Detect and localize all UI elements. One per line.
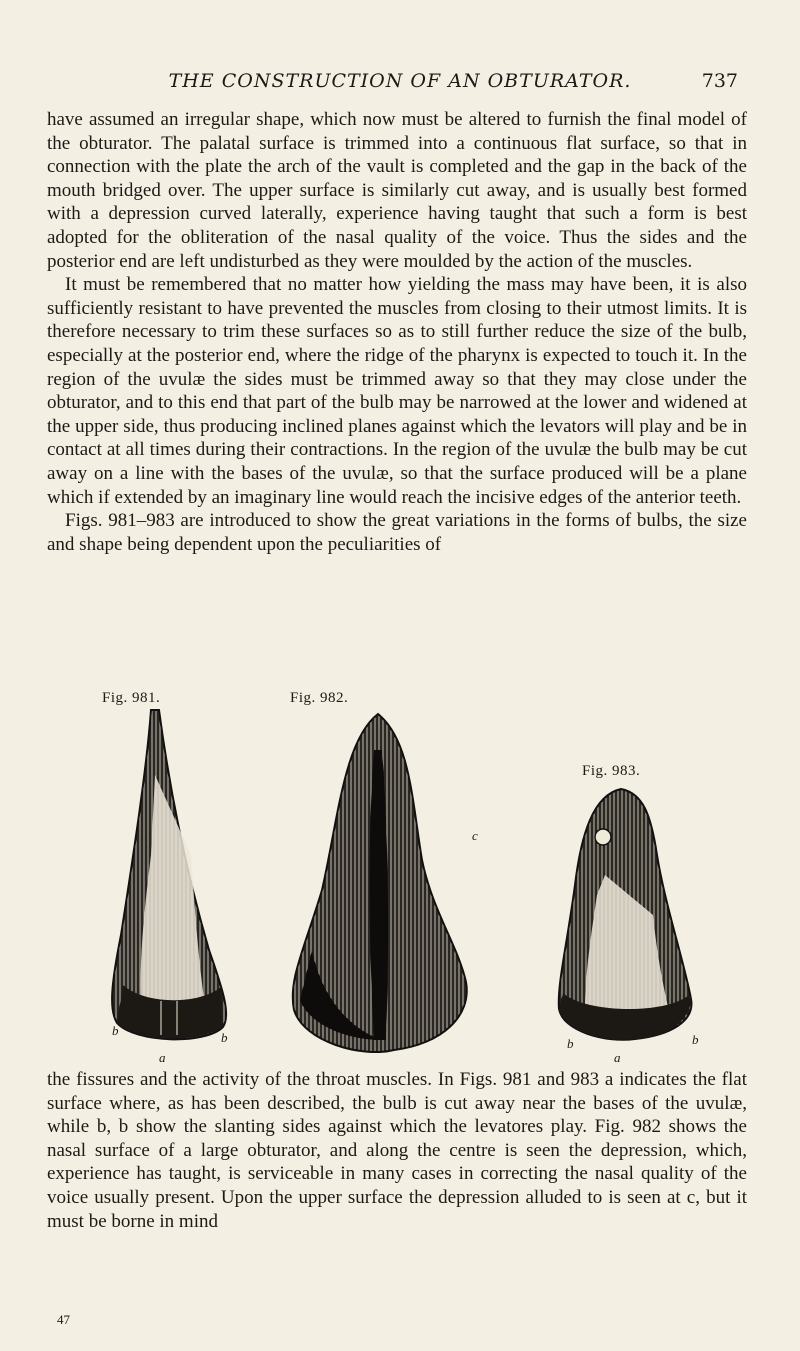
body-text-top [47, 108, 747, 556]
page-number: 737 [701, 70, 738, 92]
fig-983-letter-b-left: b [567, 1036, 574, 1051]
paragraph-2: It must be remembered that no matter how yielding the mass may have been, it is also sufficiently resistant to have prevented the muscles from closing to their utmost limits. It is therefore necessary to trim these surfaces so as to still further reduce the size of the bulb, especially at the posterior end, where the ridge of the pharynx is expected to touch it. In the region of the uvulæ the sides must be trimmed away so that they may close under the obturator, and to this end that part of the bulb may be narrowed at the lower and widened at the upper side, thus producing inclined planes against which the levators will play and be in contact at all times during their contractions. In the region of the uvulæ the bulb may be cut away on a line with the bases of the uvulæ, so that the surface produced will be a plane which if extended by an imaginary line would reach the incisive edges of the anterior teeth. [47, 274, 747, 508]
running-header [0, 70, 800, 100]
fig-981-letter-b-right: b [221, 1030, 228, 1045]
fig-981-label: Fig. 981. [102, 690, 161, 706]
signature-folio: 47 [57, 1312, 70, 1327]
fig-983-illustration [545, 785, 705, 1050]
fig-981-illustration [95, 705, 245, 1055]
fig-983-label: Fig. 983. [582, 763, 641, 779]
fig-983-letter-a: a [614, 1050, 621, 1065]
fig-983-letter-b-right: b [692, 1032, 699, 1047]
fig-982-illustration [282, 710, 482, 1060]
body-text-bottom [47, 1068, 747, 1233]
running-title: THE CONSTRUCTION OF AN OBTURATOR. [168, 70, 632, 92]
fig-981-letter-a: a [159, 1050, 166, 1065]
paragraph-1: have assumed an irregular shape, which now must be altered to furnish the final model of the obturator. The palatal surface is trimmed into a continuous flat surface, so that in connection with the plate the arch of the vault is completed and the gap in the back of the mouth bridged over. The upper surface is similarly cut away, and is usually best formed with a depression curved laterally, experience having taught that such a form is best adopted for the obliteration of the nasal quality of the voice. Thus the sides and the posterior end are left undisturbed as they were moulded by the action of the muscles. [47, 109, 747, 272]
paragraph-3: Figs. 981–983 are introduced to show the great variations in the forms of bulbs, the size and shape being dependent upon the peculiarities of [47, 510, 747, 555]
fig-982-label: Fig. 982. [290, 690, 349, 706]
paragraph-4: the fissures and the activity of the throat muscles. In Figs. 981 and 983 a indicates the flat surface where, as has been described, the bulb is cut away near the bases of the uvulæ, while b, b show the slanting sides against which the levatores play. Fig. 982 shows the nasal surface of a large obturator, and along the centre is seen the depression, which, experience has taught, is serviceable in many cases in correcting the nasal quality of the voice usually present. Upon the upper surface the depression alluded to is seen at c, but it must be borne in mind [47, 1069, 747, 1232]
fig-982-letter-c: c [472, 828, 478, 843]
fig-981-letter-b-left: b [112, 1023, 119, 1038]
